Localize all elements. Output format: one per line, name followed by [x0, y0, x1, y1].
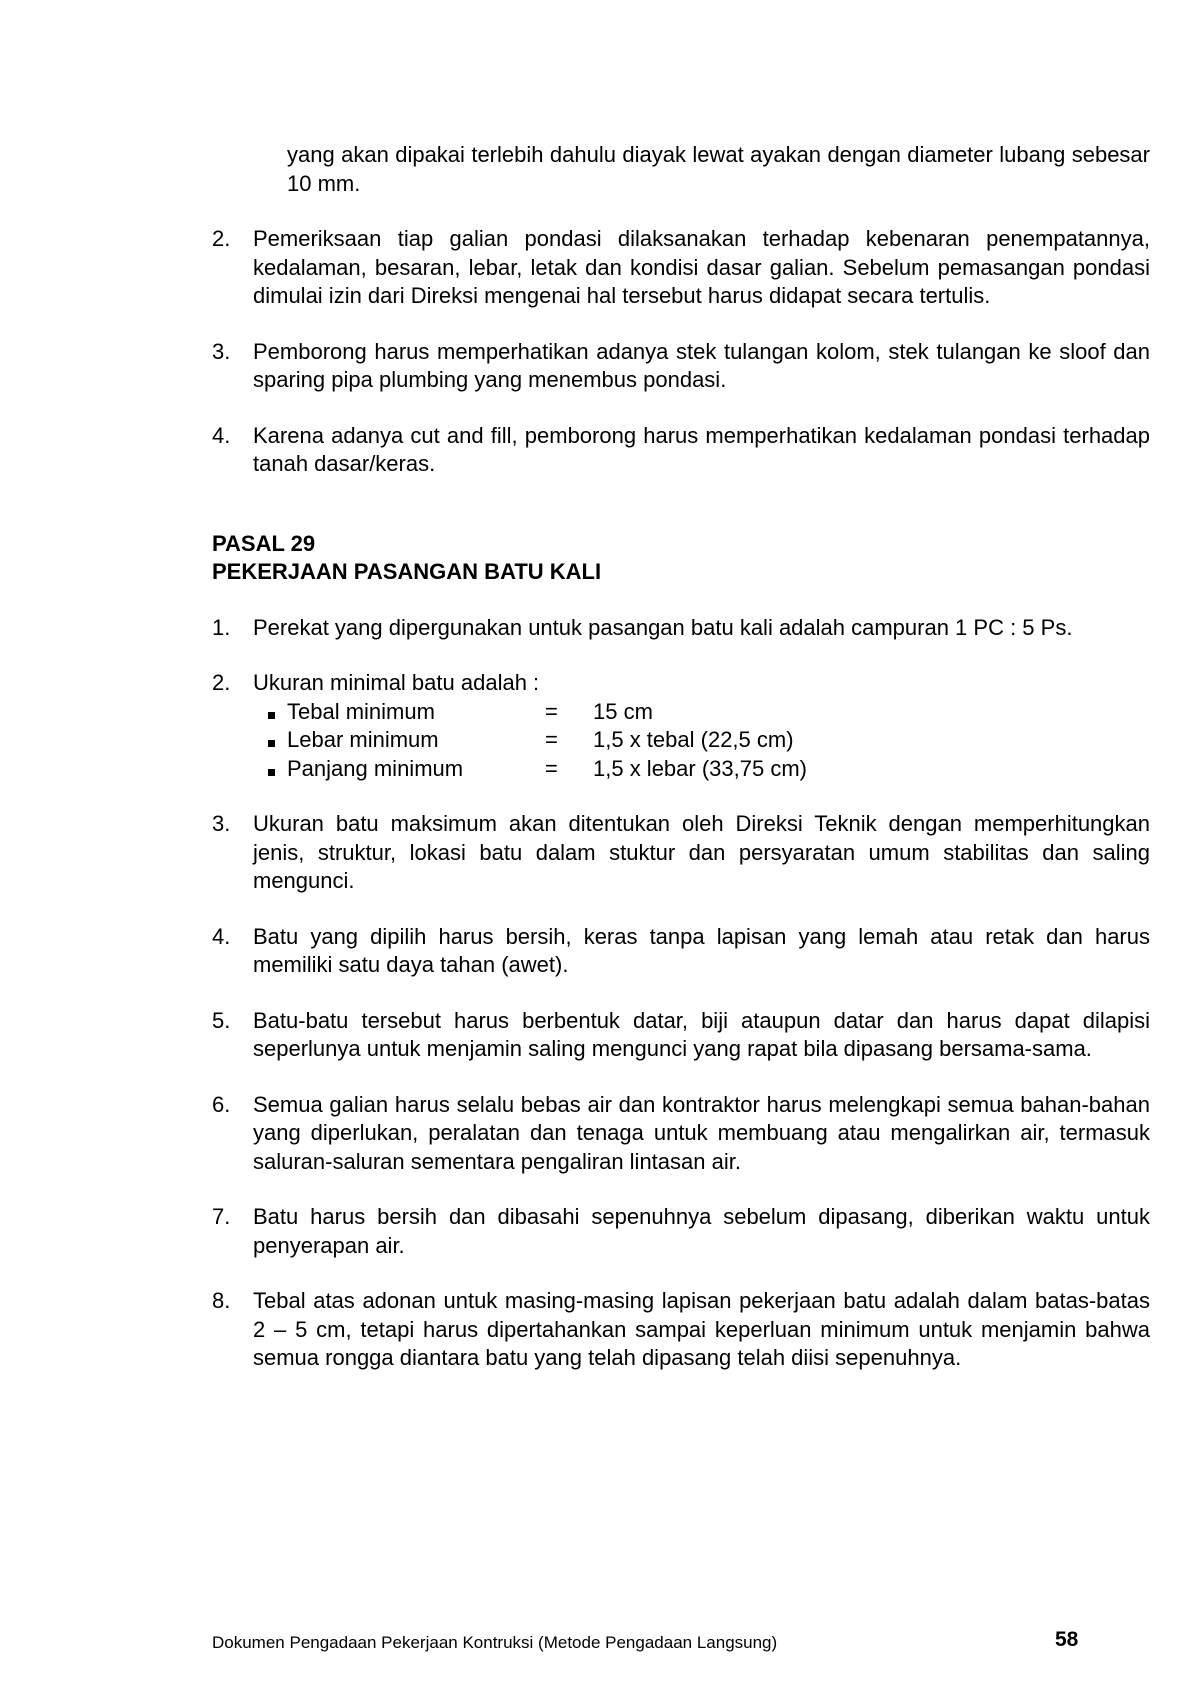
list-item-number: 8. [212, 1288, 231, 1313]
list-item-number: 2. [212, 226, 231, 251]
spec-label: Lebar minimum [287, 727, 439, 752]
list-item-number: 4. [212, 422, 231, 448]
document-body [212, 141, 1150, 1400]
list-item [212, 1091, 1150, 1177]
list-item-number: 7. [212, 1204, 231, 1229]
list-item-number: 5. [212, 1007, 231, 1033]
spec-value: 15 cm [593, 698, 653, 724]
list-item-text: Batu-batu tersebut harus berbentuk datar, biji ataupun datar dan harus dapat dilapisi seperlunya untuk menjamin saling mengunci yang rapat bila dipasang bersama-sama. [253, 1007, 1150, 1061]
list-item [212, 923, 1150, 980]
spec-equals-sign: = [545, 698, 558, 724]
list-item-text [253, 669, 1150, 783]
list-item-text: Perekat yang dipergunakan untuk pasangan batu kali adalah campuran 1 PC : 5 Ps. [253, 614, 1073, 640]
list-item-text: Tebal atas adonan untuk masing-masing lapisan pekerjaan batu adalah dalam batas-batas 2 – 5 cm, tetapi harus dipertahankan sampai keperluan minimum untuk menjamin bahwa semua rongga diantara batu yang telah dipasang telah diisi sepenuhnya. [253, 1288, 1150, 1370]
spec-row [253, 755, 1150, 784]
spec-row [253, 726, 1150, 755]
list-item-text: Semua galian harus selalu bebas air dan kontraktor harus melengkapi semua bahan-bahan yang diperlukan, peralatan dan tenaga untuk membuang atau mengalirkan air, termasuk saluran-saluran sementara pengaliran lintasan air. [253, 1091, 1150, 1174]
square-bullet-icon [268, 698, 287, 727]
section-heading-title: PEKERJAAN PASANGAN BATU KALI [212, 559, 602, 584]
spec-label: Tebal minimum [287, 698, 435, 724]
spec-equals-sign: = [545, 755, 558, 781]
list-item-text: Batu yang dipilih harus bersih, keras tanpa lapisan yang lemah atau retak dan harus memiliki satu daya tahan (awet). [253, 923, 1150, 977]
list-item-number: 1. [212, 614, 231, 640]
spec-label: Panjang minimum [287, 755, 464, 781]
list-item [212, 1287, 1150, 1373]
list-item [212, 1203, 1150, 1260]
spec-value: 1,5 x tebal (22,5 cm) [593, 727, 794, 752]
continuation-paragraph: yang akan dipakai terlebih dahulu diayak lewat ayakan dengan diameter lubang sebesar 10 mm. [287, 142, 1150, 196]
list-item [212, 810, 1150, 896]
list-item [212, 1007, 1150, 1064]
list-item [212, 225, 1150, 311]
list-item [212, 422, 1150, 479]
spec-equals-sign: = [545, 727, 558, 752]
list-item-number: 4. [212, 923, 231, 949]
list-item-number: 6. [212, 1091, 231, 1117]
list-item [212, 338, 1150, 395]
list-item-lead-text: Ukuran minimal batu adalah : [253, 670, 540, 695]
section-heading [212, 530, 1150, 587]
list-item-number: 3. [212, 811, 231, 836]
list-item-text: Ukuran batu maksimum akan ditentukan oleh Direksi Teknik dengan memperhitungkan jenis, struktur, lokasi batu dalam stuktur dan persyaratan umum stabilitas dan saling mengunci. [253, 811, 1150, 893]
list-item-text: Pemeriksaan tiap galian pondasi dilaksanakan terhadap kebenaran penempatannya, kedalaman, besaran, lebar, letak dan kondisi dasar galian. Sebelum pemasangan pondasi dimulai izin dari Direksi mengenai hal tersebut harus didapat secara tertulis. [253, 226, 1150, 308]
list-item-number: 3. [212, 338, 231, 364]
list-item-number: 2. [212, 670, 231, 695]
square-bullet-icon [268, 755, 287, 784]
footer-document-title: Dokumen Pengadaan Pekerjaan Kontruksi (Metode Pengadaan Langsung) [212, 1633, 778, 1652]
square-bullet-icon [268, 726, 287, 755]
spec-row [253, 698, 1150, 727]
spec-value: 1,5 x lebar (33,75 cm) [593, 755, 807, 781]
list-item-text: Karena adanya cut and fill, pemborong harus memperhatikan kedalaman pondasi terhadap tanah dasar/keras. [253, 422, 1150, 476]
list-item [212, 614, 1150, 643]
section-heading-number: PASAL 29 [212, 530, 316, 556]
footer-page-number: 58 [1055, 1628, 1079, 1651]
list-item-text: Batu harus bersih dan dibasahi sepenuhnya sebelum dipasang, diberikan waktu untuk penyerapan air. [253, 1204, 1150, 1258]
list-item-text: Pemborong harus memperhatikan adanya stek tulangan kolom, stek tulangan ke sloof dan sparing pipa plumbing yang menembus pondasi. [253, 338, 1150, 392]
list-item [212, 669, 1150, 783]
